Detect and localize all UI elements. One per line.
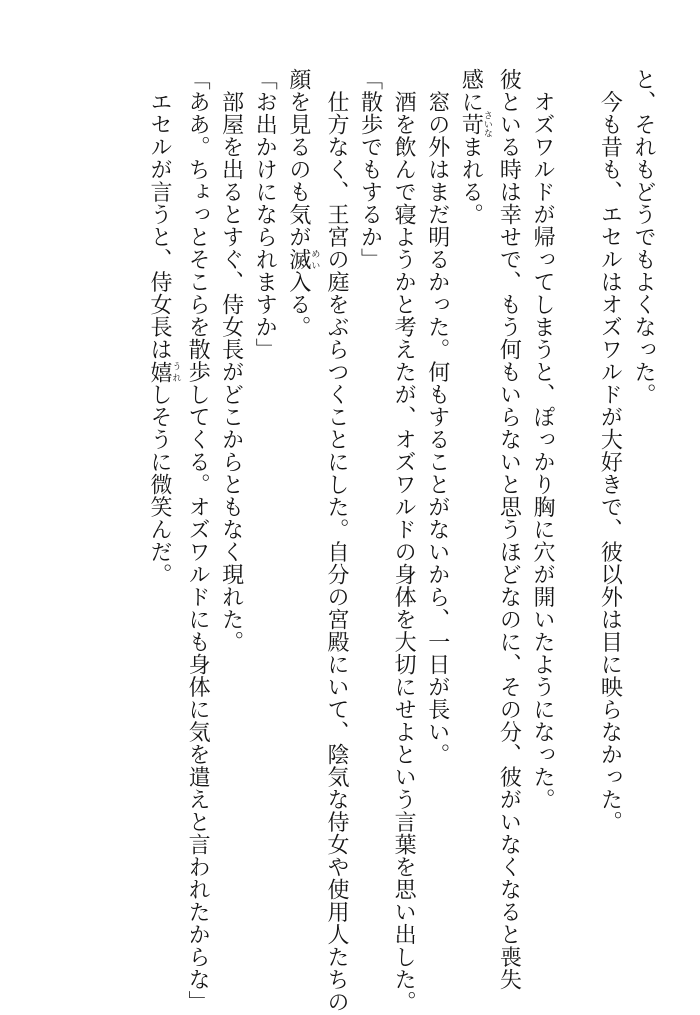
- ruby-annotation: 苛さいな: [458, 110, 492, 138]
- text-line: オズワルドが帰ってしまうと、ぽっかり胸に穴が開いたようになった。: [530, 68, 556, 811]
- text-line: 顔を見るのも気が滅めい入る。: [285, 68, 320, 338]
- text-line: と、それもどうでもよくなった。: [631, 68, 656, 406]
- ruby-annotation: 滅めい: [285, 248, 320, 271]
- ruby-reading: さいな: [481, 110, 492, 138]
- text-line: 酒を飲んで寝ようかと考えたが、オズワルドの身体を大切にせよという言葉を思い出した。: [391, 68, 417, 1013]
- text-line: 「ああ。ちょっとそこらを散歩してくる。オズワルドにも身体に気を遣えと言われたからな」: [185, 68, 211, 1013]
- ruby-reading: うれ: [170, 360, 181, 383]
- text-line: 今も昔も、エセルはオズワルドが大好きで、彼以外は目に映らなかった。: [597, 68, 623, 833]
- ruby-annotation: 嬉うれ: [146, 360, 181, 383]
- text-line: 彼といる時は幸せで、もう何もいらないと思うほどなのに、その分、彼がいなくなると喪失: [496, 68, 522, 991]
- text-line: 「お出かけになられますか」: [252, 68, 278, 361]
- vertical-text-body: [142, 68, 660, 1013]
- text-line: エセルが言うと、侍女長は嬉うれしそうに微笑んだ。: [146, 68, 181, 586]
- text-line: 仕方なく、王宮の庭をぶらつくことにした。自分の宮殿にいて、陰気な侍女や使用人たちの: [323, 68, 349, 1013]
- text-line: 「散歩でもするか」: [357, 68, 383, 271]
- text-line: 部屋を出るとすぐ、侍女長がどこからともなく現れた。: [218, 68, 244, 653]
- ruby-reading: めい: [309, 248, 320, 271]
- text-line: 窓の外はまだ明るかった。何もすることがないから、一日が長い。: [424, 68, 450, 766]
- text-line: 感に苛さいなまれる。: [458, 68, 492, 226]
